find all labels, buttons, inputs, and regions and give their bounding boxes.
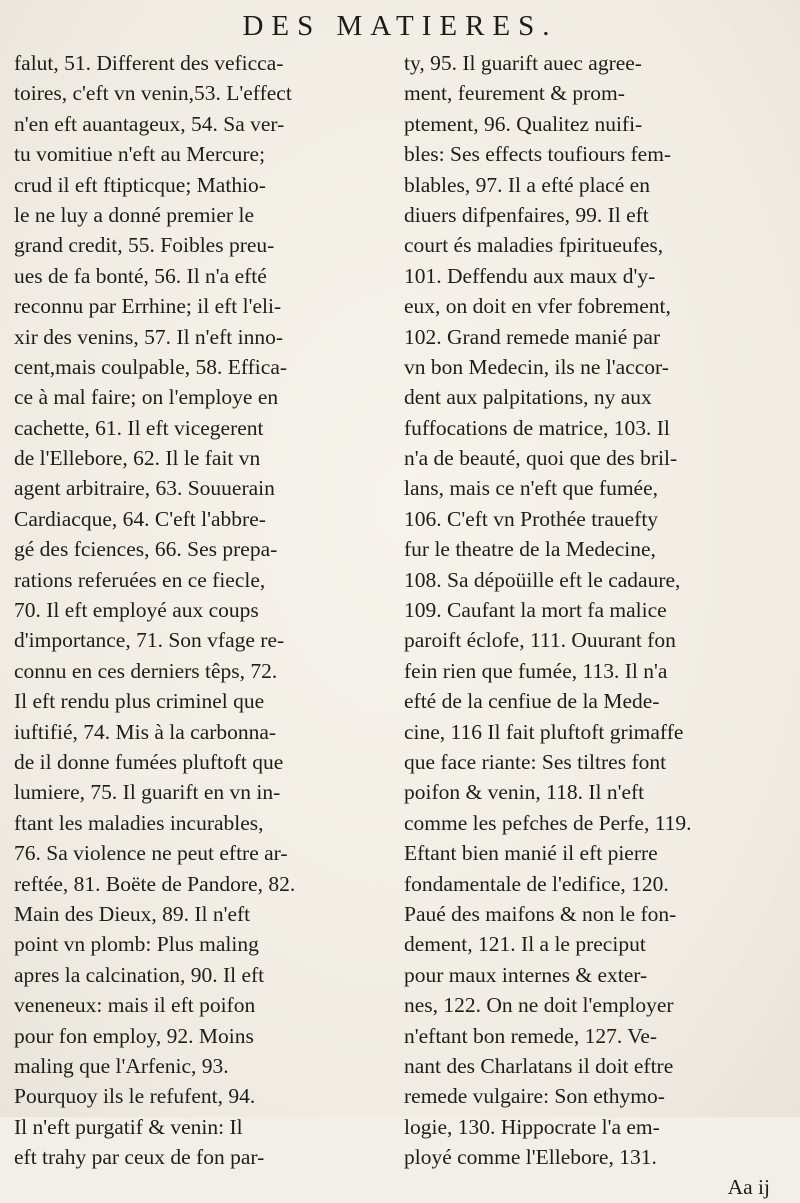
text-line: dement, 121. Il a le preciput (404, 932, 646, 957)
text-line: reftée, 81. Boëte de Pandore, 82. (14, 871, 296, 896)
text-line: ty, 95. Il guarift auec agree- (404, 51, 642, 75)
text-line: remede vulgaire: Son ethymo- (404, 1084, 665, 1109)
text-line: Eftant bien manié il eft pierre (404, 841, 658, 866)
text-line: de il donne fumées pluftoft que (14, 749, 284, 774)
text-line: Paué des maifons & non le fon- (404, 901, 677, 926)
text-line: poifon & venin, 118. Il n'eft (404, 780, 645, 805)
text-line: 101. Deffendu aux maux d'y- (404, 263, 656, 288)
text-line: cine, 116 Il fait pluftoft grimaffe (404, 719, 684, 744)
left-column (14, 48, 388, 1172)
text-line: ues de fa bonté, 56. Il n'a efté (14, 263, 267, 288)
text-line: Pourquoy ils le refufent, 94. (14, 1084, 256, 1109)
text-line: rations referuées en ce fiecle, (14, 567, 266, 592)
text-line: 109. Caufant la mort fa malice (404, 598, 667, 623)
text-line: ployé comme l'Ellebore, 131. (404, 1145, 657, 1170)
text-line: nes, 122. On ne doit l'employer (404, 993, 674, 1018)
text-line: d'importance, 71. Son vfage re- (14, 628, 285, 653)
text-line: xir des venins, 57. Il n'eft inno- (14, 324, 283, 349)
text-line: 108. Sa dépoüille eft le cadaure, (404, 567, 681, 592)
text-line: Cardiacque, 64. C'eft l'abbre- (14, 506, 266, 531)
text-line: tu vomitiue n'eft au Mercure; (14, 142, 266, 167)
text-line: court és maladies fpiritueufes, (404, 233, 664, 258)
text-line: iuftifié, 74. Mis à la carbonna- (14, 719, 277, 744)
text-line: eft trahy par ceux de fon par- (14, 1145, 265, 1170)
text-line: toires, c'eft vn venin,53. L'effect (14, 81, 292, 106)
text-line: Il eft rendu plus criminel que (14, 689, 265, 714)
text-line: pour maux internes & exter- (404, 962, 648, 987)
text-line: 102. Grand remede manié par (404, 324, 661, 349)
text-line: grand credit, 55. Foibles preu- (14, 233, 275, 258)
text-line: apres la calcination, 90. Il eft (14, 962, 265, 987)
text-line: n'en eft auantageux, 54. Sa ver- (14, 111, 285, 136)
text-line: dent aux palpitations, ny aux (404, 385, 652, 410)
text-line: fuffocations de matrice, 103. Il (404, 415, 670, 440)
text-line: ce à mal faire; on l'employe en (14, 385, 279, 410)
text-line: gé des fciences, 66. Ses prepa- (14, 537, 278, 562)
text-line: ptement, 96. Qualitez nuifi- (404, 111, 643, 136)
text-line: eux, on doit en vfer fobrement, (404, 294, 671, 319)
text-line: connu en ces derniers têps, 72. (14, 658, 278, 683)
text-line: maling que l'Arfenic, 93. (14, 1053, 229, 1078)
text-line: pour fon employ, 92. Moins (14, 1023, 254, 1048)
text-line: agent arbitraire, 63. Souuerain (14, 476, 275, 501)
text-line: logie, 130. Hippocrate l'a em- (404, 1114, 660, 1139)
text-line: ment, feurement & prom- (404, 81, 625, 106)
text-line: de l'Ellebore, 62. Il le fait vn (14, 446, 261, 471)
text-line: fein rien que fumée, 113. Il n'a (404, 658, 668, 683)
text-line: lumiere, 75. Il guarift en vn in- (14, 780, 281, 805)
text-line: fondamentale de l'edifice, 120. (404, 871, 669, 896)
text-line: cent,mais coulpable, 58. Effica- (14, 354, 288, 379)
text-line: Il n'eft purgatif & venin: Il (14, 1114, 243, 1139)
text-line: n'eftant bon remede, 127. Ve- (404, 1023, 658, 1048)
text-line: bles: Ses effects toufiours fem- (404, 142, 672, 167)
right-column (404, 48, 792, 1203)
text-line: comme les pefches de Perfe, 119. (404, 810, 692, 835)
text-line: veneneux: mais il eft poifon (14, 993, 256, 1018)
text-line: falut, 51. Different des veficca- (14, 51, 284, 75)
text-line: lans, mais ce n'eft que fumée, (404, 476, 659, 501)
text-line: diuers difpenfaires, 99. Il eft (404, 202, 649, 227)
text-line: 106. C'eft vn Prothée trauefty (404, 506, 659, 531)
text-line: cachette, 61. Il eft vicegerent (14, 415, 264, 440)
text-line: 70. Il eft employé aux coups (14, 598, 259, 623)
text-line: que face riante: Ses tiltres font (404, 749, 667, 774)
text-line: ftant les maladies incurables, (14, 810, 264, 835)
text-line: fur le theatre de la Medecine, (404, 537, 656, 562)
text-line: paroift éclofe, 111. Ouurant fon (404, 628, 676, 653)
signature-mark: Aa ij (727, 1175, 770, 1200)
text-line: vn bon Medecin, ils ne l'accor- (404, 354, 669, 379)
text-line: point vn plomb: Plus maling (14, 932, 259, 957)
text-line: reconnu par Errhine; il eft l'eli- (14, 294, 282, 319)
text-line: Main des Dieux, 89. Il n'eft (14, 901, 251, 926)
text-line: n'a de beauté, quoi que des bril- (404, 446, 678, 471)
text-line: blables, 97. Il a efté placé en (404, 172, 650, 197)
running-head: DES MATIERES. (242, 10, 558, 42)
text-line: nant des Charlatans il doit eftre (404, 1053, 674, 1078)
text-line: efté de la cenfiue de la Mede- (404, 689, 660, 714)
text-line: 76. Sa violence ne peut eftre ar- (14, 841, 288, 866)
text-line: le ne luy a donné premier le (14, 202, 254, 227)
text-line: crud il eft ftipticque; Mathio- (14, 172, 266, 197)
